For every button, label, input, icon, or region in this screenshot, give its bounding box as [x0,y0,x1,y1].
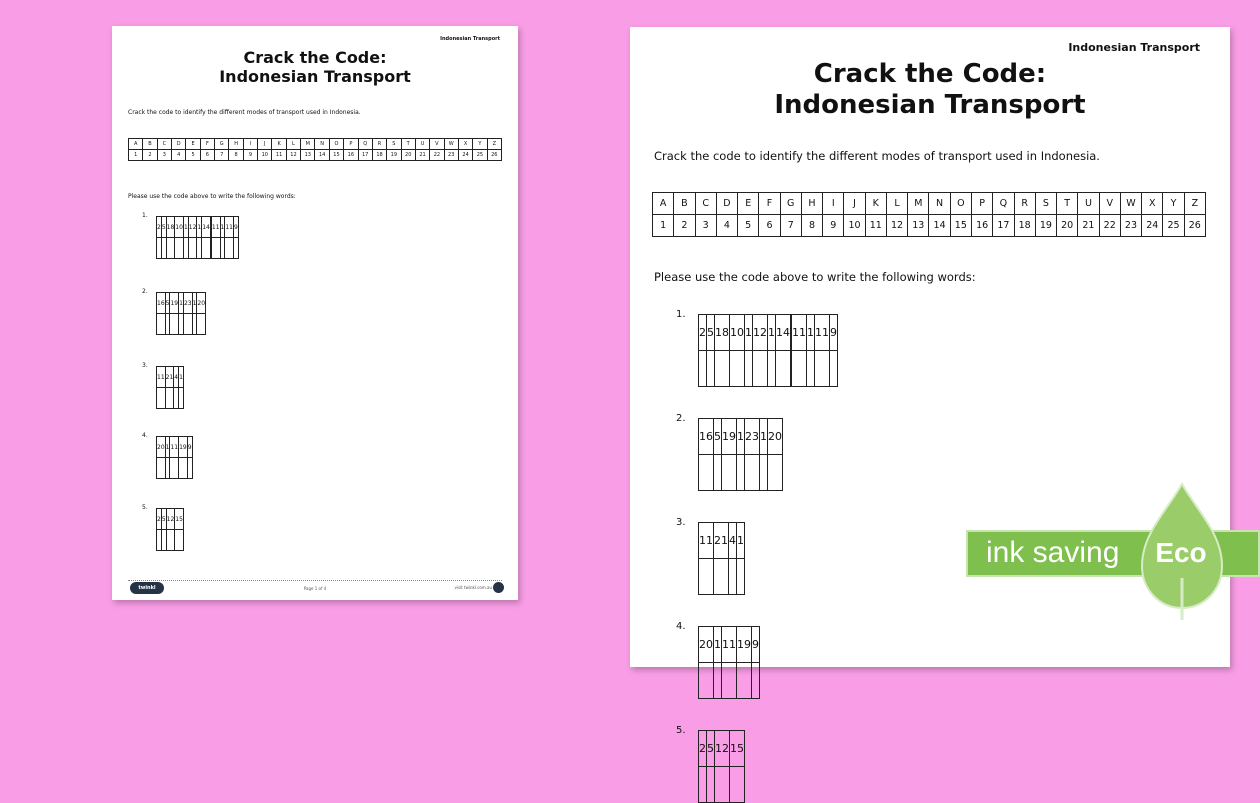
key-number-cell: 19 [387,150,401,161]
answer-cell[interactable] [753,351,768,387]
code-cell: 23 [183,293,192,314]
key-letter-cell: U [1078,193,1099,215]
key-letter-cell: S [387,139,401,150]
answer-cell[interactable] [722,663,737,699]
key-letter-cell: O [329,139,343,150]
code-cell: 12 [753,315,768,351]
answer-cell[interactable] [157,388,166,409]
key-letter-cell: E [186,139,200,150]
question-number: 2. [142,288,148,295]
key-number-cell: 10 [844,215,865,237]
code-cell: 5 [165,293,170,314]
key-number-cell: 15 [329,150,343,161]
code-cell: 11 [225,217,234,238]
key-letter-cell: D [716,193,737,215]
key-number-cell: 25 [473,150,487,161]
answer-cell[interactable] [188,238,197,259]
key-letter-cell: E [738,193,759,215]
key-number-cell: 14 [929,215,950,237]
key-letter-cell: H [801,193,822,215]
key-letter-cell: R [372,139,386,150]
code-cell: 16 [699,419,714,455]
answer-cell[interactable] [745,455,760,491]
key-number-cell: 2 [143,150,157,161]
key-number-cell: 14 [315,150,329,161]
answer-cell[interactable] [699,351,707,387]
key-number-cell: 21 [415,150,429,161]
key-number-cell: 26 [487,150,501,161]
answer-cell[interactable] [699,455,714,491]
answer-cell[interactable] [202,238,211,259]
code-key-table [652,192,1206,237]
key-number-cell: 24 [458,150,472,161]
code-cell: 5 [714,419,722,455]
answer-cell[interactable] [760,455,768,491]
answer-cell[interactable] [807,351,815,387]
key-number-cell: 22 [430,150,444,161]
answer-grid [698,418,783,491]
code-cell: 16 [157,293,166,314]
key-letter-cell: J [844,193,865,215]
key-letter-cell: J [258,139,272,150]
code-cell: 15 [730,731,745,767]
question-number: 1. [142,212,148,219]
answer-cell[interactable] [729,559,737,595]
code-cell: 18 [166,217,175,238]
header-tag: Indonesian Transport [1068,41,1200,54]
key-letter-cell: L [886,193,907,215]
key-number-cell: 8 [801,215,822,237]
code-cell: 12 [188,217,197,238]
title-line-2: Indonesian Transport [219,67,411,87]
key-number-cell: 16 [971,215,992,237]
key-number-cell: 17 [993,215,1014,237]
page-title [630,59,1230,121]
key-number-cell: 23 [1120,215,1141,237]
answer-cell[interactable] [737,559,745,595]
code-cell: 1 [165,437,170,458]
code-cell: 11 [170,437,179,458]
code-cell: 11 [722,627,737,663]
answer-grid [698,522,745,595]
key-letter-cell: X [1142,193,1163,215]
key-number-cell: 12 [286,150,300,161]
instruction-text: Please use the code above to write the following words: [128,193,296,200]
page-footer [128,578,502,594]
answer-cell[interactable] [730,351,745,387]
answer-cell[interactable] [714,559,729,595]
key-letter-cell: A [653,193,674,215]
key-letter-cell: W [444,139,458,150]
answer-cell[interactable] [157,314,166,335]
answer-cell[interactable] [768,455,783,491]
question-number: 4. [142,432,148,439]
answer-cell[interactable] [233,238,238,259]
key-number-cell: 3 [157,150,171,161]
code-cell: 19 [170,293,179,314]
code-key-table [128,138,502,161]
answer-cell[interactable] [197,314,206,335]
answer-cell[interactable] [187,458,192,479]
code-cell: 1 [179,293,184,314]
code-cell: 14 [776,315,791,351]
code-cell: 15 [175,509,184,530]
answer-cell[interactable] [776,351,791,387]
code-cell: 1 [197,217,202,238]
key-letter-cell: G [215,139,229,150]
code-cell: 20 [157,437,166,458]
key-letter-cell: Y [473,139,487,150]
key-letter-cell: V [430,139,444,150]
key-letter-cell: Y [1163,193,1184,215]
key-number-cell: 24 [1142,215,1163,237]
code-cell: 1 [737,419,745,455]
key-number-cell: 19 [1035,215,1056,237]
key-letter-cell: F [200,139,214,150]
code-cell: 12 [166,509,175,530]
key-number-cell: 26 [1184,215,1205,237]
key-letter-cell: T [401,139,415,150]
question-number: 1. [676,309,686,320]
key-number-cell: 22 [1099,215,1120,237]
answer-cell[interactable] [714,663,722,699]
key-number-cell: 18 [372,150,386,161]
code-cell: 21 [165,367,174,388]
code-cell: 9 [752,627,760,663]
key-number-cell: 21 [1078,215,1099,237]
title-line-1: Crack the Code: [243,48,387,67]
key-letter-cell: C [695,193,716,215]
key-letter-cell: V [1099,193,1120,215]
key-number-cell: 20 [1057,215,1078,237]
code-cell: 1 [183,217,188,238]
key-letter-cell: S [1035,193,1056,215]
answer-cell[interactable] [752,663,760,699]
ink-saving-eco-badge [966,482,1260,622]
key-letter-cell: H [229,139,243,150]
key-letter-cell: X [458,139,472,150]
key-number-cell: 20 [401,150,415,161]
answer-cell[interactable] [768,351,776,387]
site-link: visit twinkl.com.au [454,585,492,590]
key-letter-cell: P [971,193,992,215]
key-letter-cell: Z [487,139,501,150]
code-cell: 14 [202,217,211,238]
answer-cell[interactable] [699,767,707,803]
key-number-cell: 9 [823,215,844,237]
code-cell: 12 [715,731,730,767]
answer-cell[interactable] [170,314,179,335]
answer-grid [156,436,193,479]
key-letter-cell: N [315,139,329,150]
key-letter-cell: O [950,193,971,215]
answer-cell[interactable] [714,455,722,491]
code-cell: 21 [714,523,729,559]
page-number: Page 1 of 4 [303,586,327,591]
key-number-cell: 25 [1163,215,1184,237]
key-number-cell: 17 [358,150,372,161]
code-cell: 19 [179,437,188,458]
answer-grid [698,626,760,699]
answer-cell[interactable] [699,559,714,595]
code-cell: 20 [197,293,206,314]
ink-saving-label: ink saving [986,536,1120,569]
answer-cell[interactable] [175,238,184,259]
code-cell: 20 [699,627,714,663]
code-cell: 1 [768,315,776,351]
answer-cell[interactable] [165,388,174,409]
answer-cell[interactable] [166,530,175,551]
answer-cell[interactable] [830,351,838,387]
answer-grid [698,730,745,803]
key-letter-cell: M [301,139,315,150]
key-number-cell: 13 [908,215,929,237]
key-number-cell: 15 [950,215,971,237]
intro-text: Crack the code to identify the different modes of transport used in Indonesia. [654,149,1100,163]
answer-cell[interactable] [722,455,737,491]
key-number-cell: 7 [215,150,229,161]
code-cell: 1 [179,367,184,388]
key-number-cell: 10 [258,150,272,161]
code-cell: 11 [211,217,220,238]
key-letter-cell: Q [358,139,372,150]
answer-cell[interactable] [707,351,715,387]
code-cell: 23 [745,419,760,455]
code-cell: 1 [807,315,815,351]
key-letter-cell: G [780,193,801,215]
key-number-cell: 8 [229,150,243,161]
code-cell: 1 [714,627,722,663]
key-letter-cell: Z [1184,193,1205,215]
code-cell: 5 [161,509,166,530]
key-letter-cell: K [272,139,286,150]
key-number-cell: 11 [865,215,886,237]
code-cell: 1 [192,293,197,314]
code-cell: 10 [175,217,184,238]
code-cell: 9 [187,437,192,458]
key-number-cell: 1 [129,150,143,161]
code-cell: 10 [730,315,745,351]
key-letter-cell: C [157,139,171,150]
question-number: 3. [676,517,686,528]
answer-cell[interactable] [157,458,166,479]
key-letter-cell: R [1014,193,1035,215]
key-number-row [129,150,502,161]
code-cell: 2 [699,315,707,351]
key-number-cell: 12 [886,215,907,237]
key-number-cell: 2 [674,215,695,237]
answer-cell[interactable] [730,767,745,803]
code-cell: 1 [745,315,753,351]
code-cell: 11 [815,315,830,351]
code-cell: 11 [699,523,714,559]
key-letter-cell: I [243,139,257,150]
key-letter-cell: I [823,193,844,215]
code-cell: 1 [220,217,225,238]
title-line-1: Crack the Code: [813,59,1047,89]
key-number-row [653,215,1206,237]
answer-cell[interactable] [211,238,220,259]
code-cell: 18 [715,315,730,351]
answer-cell[interactable] [815,351,830,387]
question-number: 3. [142,362,148,369]
worksheet-preview-small [112,26,518,600]
code-cell: 19 [737,627,752,663]
answer-cell[interactable] [183,314,192,335]
answer-cell[interactable] [745,351,753,387]
key-number-cell: 18 [1014,215,1035,237]
answer-grid [156,366,184,409]
key-number-cell: 4 [716,215,737,237]
key-number-cell: 6 [200,150,214,161]
code-cell: 1 [737,523,745,559]
code-cell: 5 [707,315,715,351]
key-number-cell: 6 [759,215,780,237]
key-letter-cell: B [674,193,695,215]
title-line-2: Indonesian Transport [774,90,1086,121]
key-letter-row [129,139,502,150]
answer-cell[interactable] [715,351,730,387]
key-number-cell: 13 [301,150,315,161]
code-cell: 5 [707,731,715,767]
key-letter-cell: U [415,139,429,150]
key-letter-cell: T [1057,193,1078,215]
key-letter-cell: D [172,139,186,150]
key-letter-row [653,193,1206,215]
key-number-cell: 9 [243,150,257,161]
key-letter-cell: W [1120,193,1141,215]
key-letter-cell: N [929,193,950,215]
answer-grid [156,508,184,551]
question-number: 5. [142,504,148,511]
code-cell: 2 [157,217,162,238]
header-tag: Indonesian Transport [440,36,500,42]
footer-divider [128,580,502,581]
code-cell: 11 [157,367,166,388]
code-cell: 2 [157,509,162,530]
eco-label: Eco [1155,537,1207,568]
key-letter-cell: P [344,139,358,150]
key-letter-cell: A [129,139,143,150]
key-number-cell: 4 [172,150,186,161]
intro-text: Crack the code to identify the different modes of transport used in Indonesia. [128,109,361,116]
key-letter-cell: B [143,139,157,150]
answer-cell[interactable] [166,238,175,259]
key-letter-cell: Q [993,193,1014,215]
code-cell: 4 [174,367,179,388]
code-cell: 19 [722,419,737,455]
footer-badge-icon [493,582,504,593]
key-letter-cell: L [286,139,300,150]
code-cell: 9 [233,217,238,238]
answer-grid [156,216,239,259]
instruction-text: Please use the code above to write the following words: [654,270,976,284]
twinkl-logo: twinkl [130,582,164,594]
code-cell: 1 [760,419,768,455]
answer-cell[interactable] [737,455,745,491]
code-cell: 4 [729,523,737,559]
key-number-cell: 3 [695,215,716,237]
key-number-cell: 16 [344,150,358,161]
key-number-cell: 23 [444,150,458,161]
answer-grid [156,292,206,335]
answer-cell[interactable] [175,530,184,551]
page-title [112,48,518,86]
code-cell: 20 [768,419,783,455]
code-cell: 11 [792,315,807,351]
answer-cell[interactable] [707,767,715,803]
answer-cell[interactable] [225,238,234,259]
answer-cell[interactable] [715,767,730,803]
key-letter-cell: F [759,193,780,215]
key-number-cell: 11 [272,150,286,161]
question-number: 2. [676,413,686,424]
key-letter-cell: M [908,193,929,215]
answer-cell[interactable] [792,351,807,387]
key-number-cell: 1 [653,215,674,237]
answer-cell[interactable] [737,663,752,699]
code-cell: 2 [699,731,707,767]
code-cell: 5 [161,217,166,238]
code-cell: 9 [830,315,838,351]
answer-cell[interactable] [699,663,714,699]
question-number: 5. [676,725,686,736]
key-letter-cell: K [865,193,886,215]
answer-cell[interactable] [170,458,179,479]
key-number-cell: 5 [738,215,759,237]
answer-grid [698,314,838,387]
key-number-cell: 5 [186,150,200,161]
key-number-cell: 7 [780,215,801,237]
answer-cell[interactable] [179,388,184,409]
answer-cell[interactable] [179,458,188,479]
question-number: 4. [676,621,686,632]
